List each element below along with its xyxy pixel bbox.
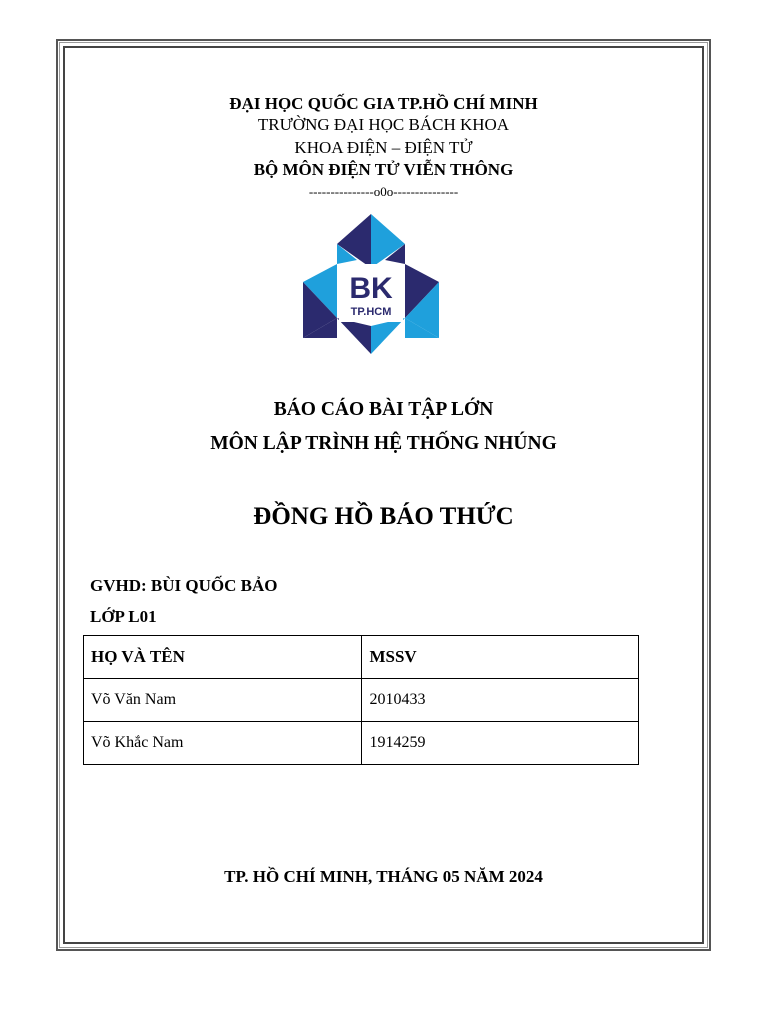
separator: ---------------o0o---------------: [308, 184, 459, 199]
table-header-row: [84, 636, 639, 679]
student-table: [83, 635, 639, 765]
report-type: BÁO CÁO BÀI TẬP LỚN: [273, 399, 494, 420]
university-logo: [303, 214, 439, 354]
advisor: GVHD: BÙI QUỐC BẢO: [90, 576, 278, 595]
header-id: MSSV: [362, 636, 639, 679]
student-id: 2010433: [362, 679, 639, 722]
university-name: ĐẠI HỌC QUỐC GIA TP.HỒ CHÍ MINH: [229, 94, 538, 113]
report-subject: MÔN LẬP TRÌNH HỆ THỐNG NHÚNG: [210, 433, 557, 454]
header-name: HỌ VÀ TÊN: [84, 636, 362, 679]
place-and-date: TP. HỒ CHÍ MINH, THÁNG 05 NĂM 2024: [224, 867, 543, 886]
student-name: Võ Văn Nam: [84, 679, 362, 722]
table-row: [84, 679, 639, 722]
school-name: TRƯỜNG ĐẠI HỌC BÁCH KHOA: [257, 115, 510, 134]
student-name: Võ Khắc Nam: [84, 722, 362, 765]
page-border-inner: [63, 46, 704, 944]
student-id: 1914259: [362, 722, 639, 765]
logo-text-city: TP.HCM: [350, 306, 392, 318]
department-name: BỘ MÔN ĐIỆN TỬ VIỄN THÔNG: [253, 160, 514, 179]
logo-text-bk: BK: [349, 272, 393, 305]
faculty-name: KHOA ĐIỆN – ĐIỆN TỬ: [294, 138, 473, 157]
report-title: ĐỒNG HỒ BÁO THỨC: [253, 503, 514, 530]
class-name: LỚP L01: [90, 607, 157, 626]
table-row: [84, 722, 639, 765]
